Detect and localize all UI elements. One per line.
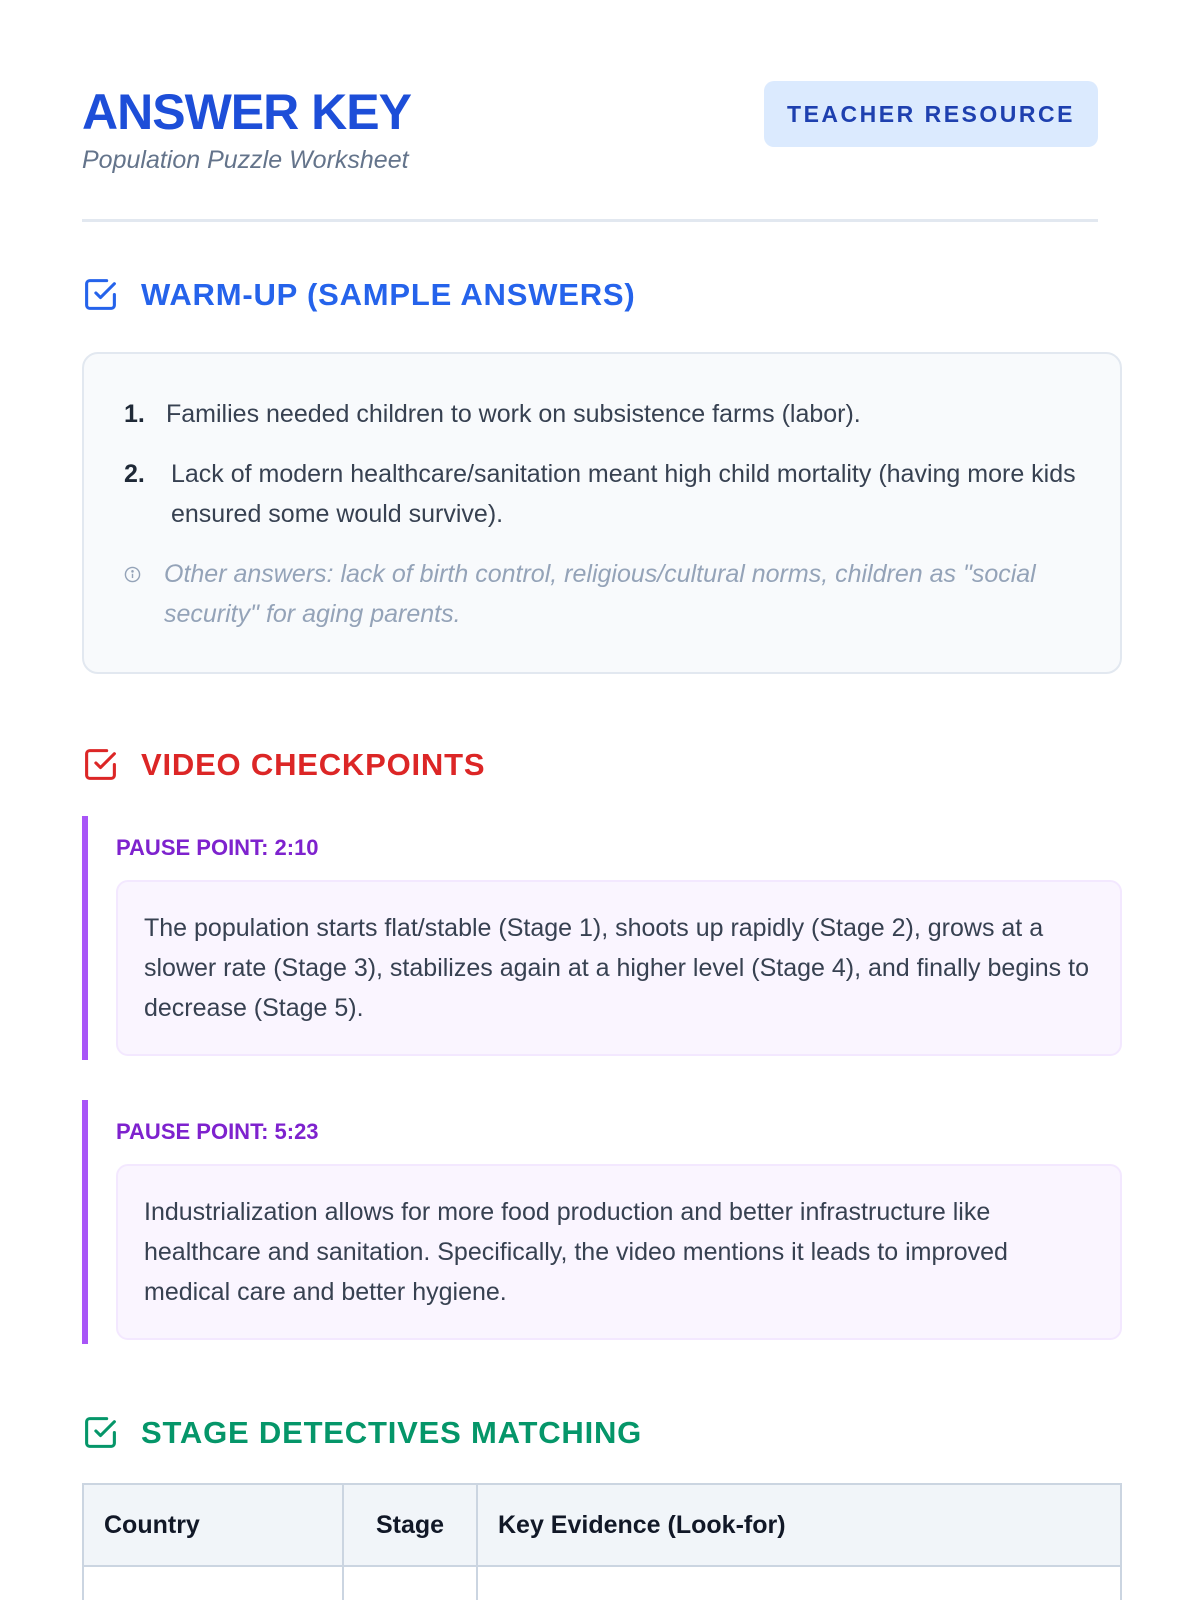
stage-detectives-table bbox=[82, 1483, 1122, 1600]
answer-text: Lack of modern healthcare/sanitation meant high child mortality (having more kids ensured some would survive). bbox=[171, 460, 1076, 528]
column-header-key-evidence: Key Evidence (Look-for) bbox=[477, 1484, 1121, 1566]
video-checkpoints-heading-label: VIDEO CHECKPOINTS bbox=[141, 746, 486, 782]
pause-point-label: PAUSE POINT: 5:23 bbox=[116, 1119, 319, 1144]
info-icon bbox=[124, 554, 164, 634]
video-checkpoints-heading bbox=[82, 746, 485, 783]
table-cell bbox=[83, 1566, 343, 1600]
warmup-answers-card bbox=[82, 352, 1122, 674]
page-title: ANSWER KEY bbox=[82, 84, 411, 140]
warmup-answer-2 bbox=[124, 454, 1080, 534]
checkbox-checked-icon bbox=[82, 276, 119, 313]
warmup-answer-1 bbox=[124, 394, 1080, 434]
checkpoint-2 bbox=[82, 1100, 1122, 1344]
note-text: Other answers: lack of birth control, religious/cultural norms, children as "social security" for aging parents. bbox=[164, 560, 1036, 628]
checkbox-checked-icon bbox=[82, 1414, 119, 1451]
stage-detectives-heading bbox=[82, 1414, 642, 1451]
table-cell bbox=[343, 1566, 477, 1600]
pause-point-answer: The population starts flat/stable (Stage 1), shoots up rapidly (Stage 2), grows at a slower rate (Stage 3), stabilizes again at a higher level (Stage 4), and finally begins to decrease (Stage 5). bbox=[116, 880, 1122, 1056]
page-header bbox=[82, 0, 1098, 222]
checkpoint-1 bbox=[82, 816, 1122, 1060]
teacher-resource-badge: TEACHER RESOURCE bbox=[764, 81, 1098, 147]
answer-number: 2. bbox=[124, 460, 145, 488]
pause-point-answer: Industrialization allows for more food production and better infrastructure like healthcare and sanitation. Specifically, the video mentions it leads to improved medical care and better hygiene. bbox=[116, 1164, 1122, 1340]
table-cell bbox=[477, 1566, 1121, 1600]
table-header-row bbox=[83, 1484, 1121, 1566]
answer-number: 1. bbox=[124, 400, 145, 428]
pause-point-label: PAUSE POINT: 2:10 bbox=[116, 835, 319, 860]
table-row bbox=[83, 1566, 1121, 1600]
page-subtitle: Population Puzzle Worksheet bbox=[82, 146, 409, 174]
checkbox-checked-icon bbox=[82, 746, 119, 783]
column-header-stage: Stage bbox=[343, 1484, 477, 1566]
warmup-other-answers-note bbox=[124, 554, 1080, 634]
column-header-country: Country bbox=[83, 1484, 343, 1566]
warmup-heading-label: WARM-UP (SAMPLE ANSWERS) bbox=[141, 276, 636, 312]
answer-text: Families needed children to work on subsistence farms (labor). bbox=[166, 400, 861, 428]
stage-detectives-heading-label: STAGE DETECTIVES MATCHING bbox=[141, 1414, 643, 1450]
warmup-heading bbox=[82, 276, 636, 313]
